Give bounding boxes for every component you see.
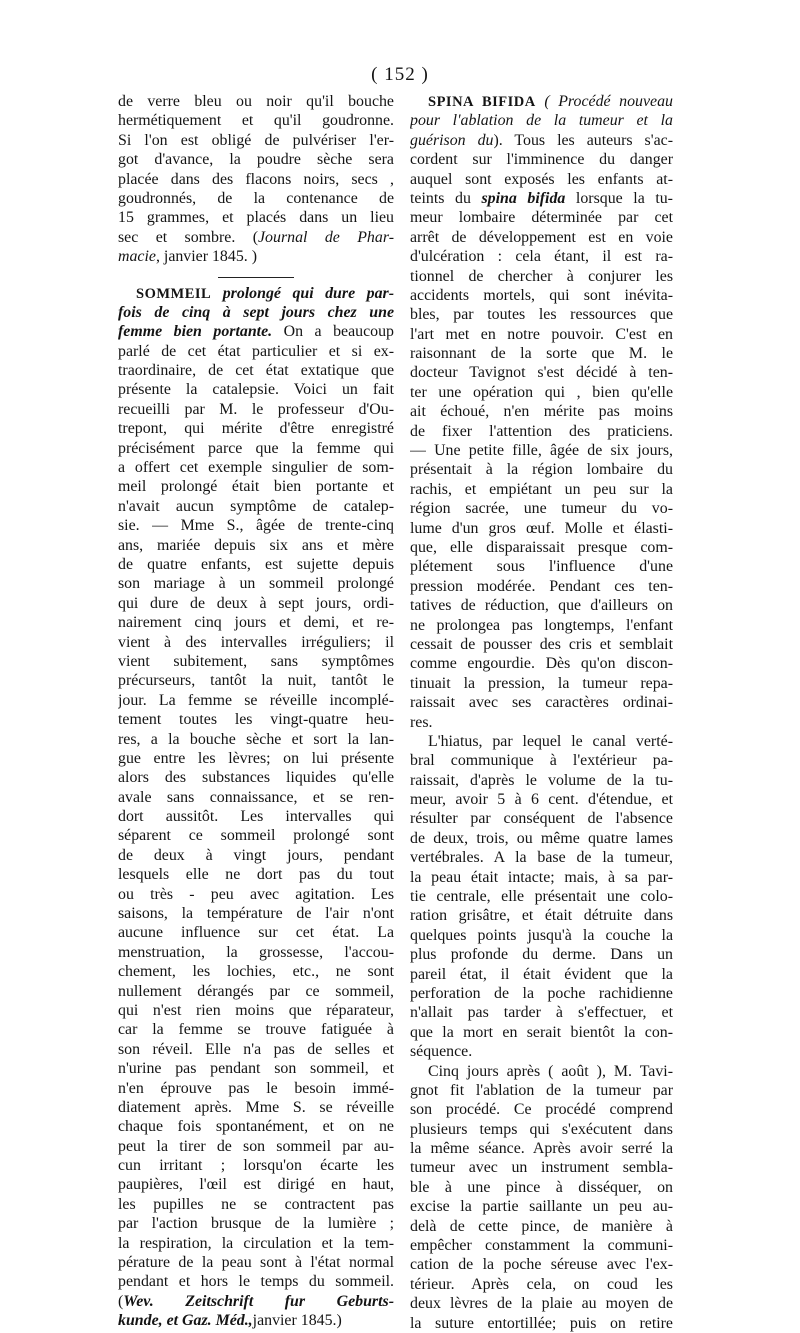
text-line: deux lèvres de la plaie au moyen de <box>410 1295 673 1313</box>
paragraph-spina-bifida <box>410 92 673 732</box>
paragraph-procedure <box>410 1062 673 1333</box>
text-line: dort aussitôt. Les intervalles qui <box>118 808 394 826</box>
text-line: séparent ce sommeil prolongé sont <box>118 827 394 845</box>
text-line: ration grisâtre, et était détruite dans <box>410 907 673 925</box>
text-line: sie. — Mme S., âgée de trente-cinq <box>118 517 394 535</box>
text-line: menstruation, la grossesse, l'accou- <box>118 943 394 961</box>
text-line: région sacrée, une tumeur du vo- <box>410 500 673 518</box>
text-line <box>118 284 394 303</box>
text-line: n'en éprouve pas le besoin immé- <box>118 1079 394 1097</box>
text-line: présente la catalepsie. Voici un fait <box>118 381 394 399</box>
text-line: meur, avoir 5 à 6 cent. d'étendue, et <box>410 791 673 809</box>
text-line: perforation de la poche rachidienne <box>410 984 673 1002</box>
citation-journal: Journal de Phar- <box>258 228 394 246</box>
text-line: meil prolongé était bien portante et <box>118 478 394 496</box>
text-line: de fixer l'attention des praticiens. <box>410 422 673 440</box>
text-line: cordent sur l'imminence du danger <box>410 151 673 169</box>
text-line: n'urine pas pendant son sommeil, et <box>118 1060 394 1078</box>
text-line: vient à des intervalles irréguliers; il <box>118 633 394 651</box>
text-line: a offert cet exemple singulier de som- <box>118 459 394 477</box>
citation-zeitschrift-cont: kunde, <box>118 1312 163 1330</box>
text-line: docteur Tavignot s'est décidé à ten- <box>410 364 673 382</box>
citation-journal-cont: macie <box>118 248 156 266</box>
text-line: auquel sont exposés les enfants at- <box>410 170 673 188</box>
text-line: son mariage à un sommeil prolongé <box>118 575 394 593</box>
text-line: la respiration, la circulation et la tem- <box>118 1234 394 1252</box>
left-column <box>118 92 394 1331</box>
text-line: comme engourdie. Dès qu'on discon- <box>410 655 673 673</box>
right-column <box>410 92 673 1333</box>
text-line: got d'avance, la poudre sèche sera <box>118 151 394 169</box>
section-subtitle-end: femme bien portante. <box>118 323 273 341</box>
text-line: tumeur avec un instrument sembla- <box>410 1159 673 1177</box>
text-line: ter une opération qui , bien qu'elle <box>410 383 673 401</box>
text-line: traordinaire, de cet état extatique que <box>118 362 394 380</box>
text-line: jour. La femme se réveille incomplé- <box>118 691 394 709</box>
text-line: qui n'est rien moins que réparateur, <box>118 1001 394 1019</box>
text-line: térieur. Après cela, on coud les <box>410 1275 673 1293</box>
text-line: gue entre les lèvres; on lui présente <box>118 749 394 767</box>
text-line: présentait à la région lombaire du <box>410 461 673 479</box>
text-line: que la mort en serait bientôt la con- <box>410 1023 673 1041</box>
text-line: tatives de réduction, que d'ailleurs on <box>410 597 673 615</box>
text-line: gnot fit l'ablation de la tumeur par <box>410 1081 673 1099</box>
text-line: n'allait pas tarder à s'effectuer, et <box>410 1004 673 1022</box>
text-line: vertébrales. A la base de la tumeur, <box>410 849 673 867</box>
text-line: d'ulcération : cela étant, il est ra- <box>410 248 673 266</box>
text-line: son réveil. Elle n'a pas de selles et <box>118 1040 394 1058</box>
text-fragment: ). Tous les auteurs s'ac- <box>493 131 673 149</box>
text-line: ble à une pince à disséquer, on <box>410 1178 673 1196</box>
text-line: rachis, et empiétant un peu sur la <box>410 480 673 498</box>
text-line: delà de cette pince, de manière à <box>410 1217 673 1235</box>
text-line: pendant et hors le temps du sommeil. <box>118 1273 394 1291</box>
text-line: la peau était intacte; mais, à sa par- <box>410 868 673 886</box>
text-line: tionnel de chercher à conjurer les <box>410 267 673 285</box>
text-line: pareil état, il était évident que la <box>410 965 673 983</box>
text-line <box>118 1292 394 1311</box>
text-line: bles, par toutes les ressources que <box>410 306 673 324</box>
text-line: raissait avec ses caractères ordinai- <box>410 694 673 712</box>
text-line: car la femme se trouve fatiguée à <box>118 1021 394 1039</box>
text-line <box>410 92 673 111</box>
text-fragment: ( <box>118 1292 124 1310</box>
text-line: recueilli par M. le professeur d'Ou- <box>118 400 394 418</box>
text-line: n'avait aucun symptôme de catalep- <box>118 497 394 515</box>
text-line: précurseurs, tantôt la nuit, tantôt le <box>118 672 394 690</box>
text-line <box>118 247 394 266</box>
text-line: saisons, la température de l'air n'ont <box>118 905 394 923</box>
text-line: de deux à vingt jours, pendant <box>118 846 394 864</box>
text-line: 15 grammes, et placés dans un lieu <box>118 209 394 227</box>
text-line: qui dure de deux à sept jours, ordi- <box>118 594 394 612</box>
paragraph-ergot-storage <box>118 92 394 267</box>
text-line: tement toutes les vingt-quatre heu- <box>118 711 394 729</box>
text-line: peut la tirer de son sommeil par au- <box>118 1137 394 1155</box>
text-line: tinuait la pression, la tumeur repa- <box>410 674 673 692</box>
text-fragment: lorsque la tu- <box>575 189 673 207</box>
text-line: meur lombaire déterminée par cet <box>410 209 673 227</box>
text-line: séquence. <box>410 1043 473 1061</box>
text-line: paupières, l'œil est dirigé en haut, <box>118 1176 394 1194</box>
text-line: plus profonde du derme. Dans un <box>410 946 673 964</box>
text-line: ait échoué, n'en mérite pas moins <box>410 403 673 421</box>
text-fragment: sec et sombre. ( <box>118 228 258 246</box>
section-subtitle: prolongé qui dure par- <box>222 284 394 302</box>
text-line: placée dans des flacons noirs, secs , <box>118 170 394 188</box>
citation-zeitschrift: Wev. Zeitschrift fur Geburts- <box>123 1292 394 1310</box>
citation-gazette: Gaz. Méd., <box>182 1312 253 1330</box>
text-line: que, elle disparaissait presque com- <box>410 538 673 556</box>
text-line: excise la partie saillante un peu au- <box>410 1198 673 1216</box>
text-line: avale sans connaissance, et se ren- <box>118 788 394 806</box>
section-subtitle: ( Procédé nouveau <box>544 93 673 110</box>
text-line: plétement sous l'influence d'une <box>410 558 673 576</box>
text-line <box>118 228 394 247</box>
section-title-spina-bifida: SPINA BIFIDA <box>428 94 536 110</box>
citation-date: , janvier 1845. ) <box>155 248 258 266</box>
text-line: par l'action brusque de la lumière ; <box>118 1215 394 1233</box>
text-line: pour l'ablation de la tumeur et la <box>410 112 673 130</box>
text-line: cun irritant ; lorsqu'on écarte les <box>118 1157 394 1175</box>
text-line: lume d'un gros œuf. Molle et élasti- <box>410 519 673 537</box>
text-line: L'hiatus, par lequel le canal verté- <box>428 732 673 750</box>
paragraph-hiatus <box>410 732 673 1062</box>
section-subtitle-end: guérison du <box>410 131 494 149</box>
text-line: diatement après. Mme S. se réveille <box>118 1098 394 1116</box>
text-line: nullement dérangés par ce sommeil, <box>118 982 394 1000</box>
text-line: pression modérée. Pendant ces ten- <box>410 577 673 595</box>
text-line: lesquels elle ne dort pas du tout <box>118 866 394 884</box>
text-line: son procédé. Ce procédé comprend <box>410 1101 673 1119</box>
text-line: de verre bleu ou noir qu'il bouche <box>118 93 394 110</box>
text-line: res, a la bouche sèche et sort la lan- <box>118 730 394 748</box>
text-line: hermétiquement et qu'il goudronne. <box>118 112 394 130</box>
text-line: aucune influence sur cet état. La <box>118 924 394 942</box>
text-line: pérature de la peau sont à l'état normal <box>118 1254 394 1272</box>
text-line: res. <box>410 713 433 731</box>
text-line: vient subitement, sans symptômes <box>118 652 394 670</box>
page-number: ( 152 ) <box>371 64 429 85</box>
text-line: chaque fois spontanément, et on ne <box>118 1118 394 1136</box>
text-line: les pupilles ne se contractent pas <box>118 1195 394 1213</box>
text-line: nairement cinq jours et demi, et re- <box>118 614 394 632</box>
text-line: tie centrale, elle présentait une colo- <box>410 888 673 906</box>
term-spina-bifida: spina bifida <box>481 189 566 207</box>
text-line: ans, mariée depuis six ans et mère <box>118 536 394 554</box>
text-line <box>410 189 673 208</box>
text-line: la suture entortillée; puis on retire <box>410 1314 673 1332</box>
text-line: accidents mortels, qui sont inévita- <box>410 286 673 304</box>
text-line: ne prolongea pas longtemps, l'enfant <box>410 616 673 634</box>
text-line <box>118 322 394 341</box>
text-line <box>118 1311 394 1330</box>
text-line: raisonnant de la sorte que M. le <box>410 345 673 363</box>
paragraph-sommeil <box>118 284 394 1331</box>
text-line: parlé de cet état particulier et si ex- <box>118 342 394 360</box>
text-line: Si l'on est obligé de pulvériser l'er- <box>118 131 394 149</box>
citation-date: janvier 1845.) <box>252 1312 342 1330</box>
text-line: de deux, trois, ou même quatre lames <box>410 829 673 847</box>
text-line: résulter par conséquent de l'absence <box>410 810 673 828</box>
text-line: chement, les lochies, etc., ne sont <box>118 963 394 981</box>
text-line: raissait, d'après le volume de la tu- <box>410 771 673 789</box>
text-line: fois de cinq à sept jours chez une <box>118 303 394 321</box>
text-line: cessait de pousser des cris et semblait <box>410 635 673 653</box>
text-line: goudronnés, de la contenance de <box>118 189 394 207</box>
text-line: plusieurs temps qui s'exécutent dans <box>410 1120 673 1138</box>
section-divider <box>218 277 294 278</box>
text-line: trepont, qui mérite d'être enregistré <box>118 420 394 438</box>
text-line: Cinq jours après ( août ), M. Tavi- <box>428 1062 673 1080</box>
text-line: l'art met en notre pouvoir. C'est en <box>410 325 673 343</box>
text-line: quelques points jusqu'à la couche la <box>410 926 673 944</box>
text-line: bral communique à l'extérieur pa- <box>410 752 673 770</box>
text-fragment: teints du <box>410 189 471 207</box>
text-line: arrêt de développement est en voie <box>410 228 673 246</box>
text-line: de quatre enfants, est sujette depuis <box>118 555 394 573</box>
text-line: alors des substances liquides qu'elle <box>118 769 394 787</box>
text-line: cation de la poche séreuse avec l'ex- <box>410 1256 673 1274</box>
text-line <box>410 131 673 150</box>
section-title-sommeil: SOMMEIL <box>136 285 212 302</box>
text-fragment: On a beaucoup <box>283 323 394 341</box>
text-line: — Une petite fille, âgée de six jours, <box>410 442 673 460</box>
text-line: la même séance. Après avoir serré la <box>410 1140 673 1158</box>
text-line: précisément parce que la femme qui <box>118 439 394 457</box>
text-line: ou très - peu avec agitation. Les <box>118 885 394 903</box>
text-fragment: et <box>166 1312 179 1330</box>
text-line: empêcher constamment la communi- <box>410 1237 673 1255</box>
